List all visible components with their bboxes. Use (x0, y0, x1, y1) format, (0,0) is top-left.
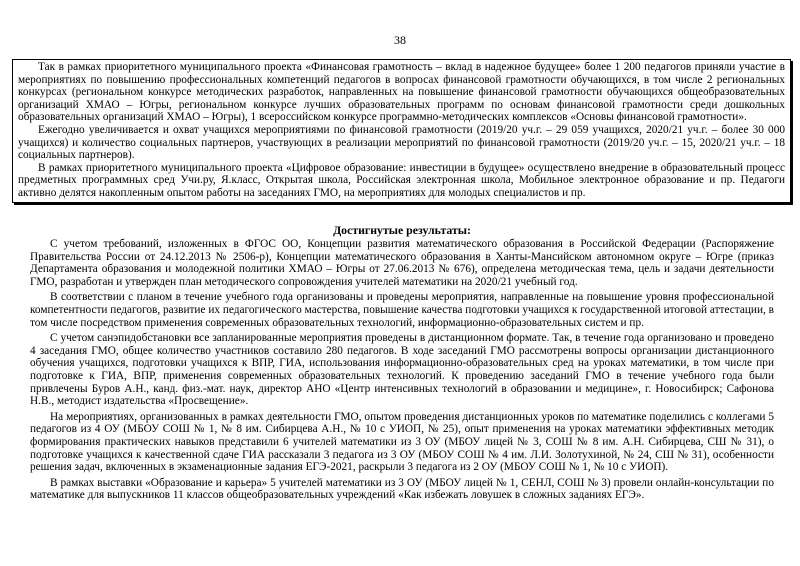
results-paragraph: В соответствии с планом в течение учебного года организованы и проведены мероприятия, направленные на повышение уровня профессиональной компетентности педагогов, развитие их педагогического мастерства, повышение качества подготовки учащихся к государственной итоговой аттестации, в том числе посредством применения современных образовательных технологий, информационно-образовательных систем и пр. (30, 291, 774, 329)
box-paragraph-digital-education: В рамках приоритетного муниципального проекта «Цифровое образование: инвестиции в будущее» осуществлено внедрение в образовательный процесс предметных программных сред Учи.ру, Я.класс, Открытая школа, Российская электронная школа, Мобильное электронное образование и пр. Педагоги активно делятся накопленным опытом работы на заседаниях ГМО, на мероприятиях для молодых специалистов и пр. (18, 161, 785, 199)
results-heading: Достигнутые результаты: (333, 223, 471, 237)
results-paragraph: С учетом санэпидобстановки все запланированные мероприятия проведены в дистанционном формате. Так, в течение года организовано и проведено 4 заседания ГМО, общее количество участников составило 280 педагогов. В ходе заседаний ГМО рассмотрены вопросы организации дистанционного обучения учащихся, подготовки учащихся к ВПР, ГИА, использования информационно-образовательных сред на уроках математики, в том числе при подготовке к ГИА, ВПР, применения современных образовательных технологий. К проведению заседаний ГМО в течение учебного года были привлечены Буров А.Н., канд. физ.-мат. наук, директор АНО «Центр интенсивных технологий в образовании и медицине», г. Новосибирск; Сафонова Н.В., методист издательства «Просвещение». (30, 332, 774, 408)
results-paragraph: С учетом требований, изложенных в ФГОС ОО, Концепции развития математического образования в Российской Федерации (Распоряжение Правительства России от 24.12.2013 № 2506-р), Концепции математического образования в Ханты-Мансийском автономном округе – Югре (приказ Департамента образования и молодежной политики ХМАО – Югры от 27.06.2013 № 676), определена методическая тема, цель и задачи деятельности ГМО, разработан и утвержден план методического сопровождения учителей математики на 2020/21 учебный год. (30, 238, 774, 288)
box-paragraph-student-coverage: Ежегодно увеличивается и охват учащихся мероприятиями по финансовой грамотности (2019/20 уч.г. – 29 059 учащихся, 2020/21 уч.г. – более 30 000 учащихся) и количество социальных партнеров, участвующих в реализации мероприятий по финансовой грамотности (2019/20 уч.г. – 15, 2020/21 уч.г. – 18 социальных партнеров). (18, 123, 785, 162)
results-section (30, 223, 774, 505)
highlight-box (12, 59, 791, 203)
results-paragraph: В рамках выставки «Образование и карьера» 5 учителей математики из 3 ОУ (МБОУ лицей № 1, СЕНЛ, СОШ № 3) провели онлайн-консультации по математике для выпускников 11 классов общеобразовательных учреждений «Как избежать ловушек в сложных заданиях ЕГЭ». (30, 476, 774, 502)
page-number: 38 (394, 33, 406, 47)
results-paragraph: На мероприятиях, организованных в рамках деятельности ГМО, опытом проведения дистанционных уроков по математике поделились с коллегами 5 педагогов из 4 ОУ (МБОУ СОШ № 1, № 8 им. Сибирцева А.Н., № 10 с УИОП, № 25), опыт применения на уроках математики эффективных методик формирования практических навыков представили 6 учителей математики из 3 ОУ (МБОУ лицей № 3, СОШ № 8 им. А.Н. Сибирцева, СШ № 31), о подготовке учащихся к качественной сдаче ГИА рассказали 3 педагога из 3 ОУ (МБОУ СОШ № 4 им. Л.И. Золотухиной, № 24, СШ № 31), особенности решения задач, включенных в экзаменационные задания ЕГЭ-2021, раскрыли 3 педагога из 2 ОУ (МБОУ СОШ № 1, № 10 с УИОП). (30, 410, 774, 474)
box-paragraph-financial-literacy: Так в рамках приоритетного муниципального проекта «Финансовая грамотность – вклад в надежное будущее» более 1 200 педагогов приняли участие в мероприятиях по повышению профессиональных компетенций педагогов в вопросах финансовой грамотности обучающихся, в том числе 2 региональных конкурсах (региональном конкурсе методических разработок, направленных на повышение финансовой грамотности обучающихся общеобразовательных организаций ХМАО – Югры, региональном конкурсе лучших образовательных программ по основам финансовой грамотности среди дошкольных образовательных организаций ХМАО – Югры), 1 всероссийском конкурсе программно-методических комплексов «Основы финансовой грамотности». (18, 61, 785, 124)
